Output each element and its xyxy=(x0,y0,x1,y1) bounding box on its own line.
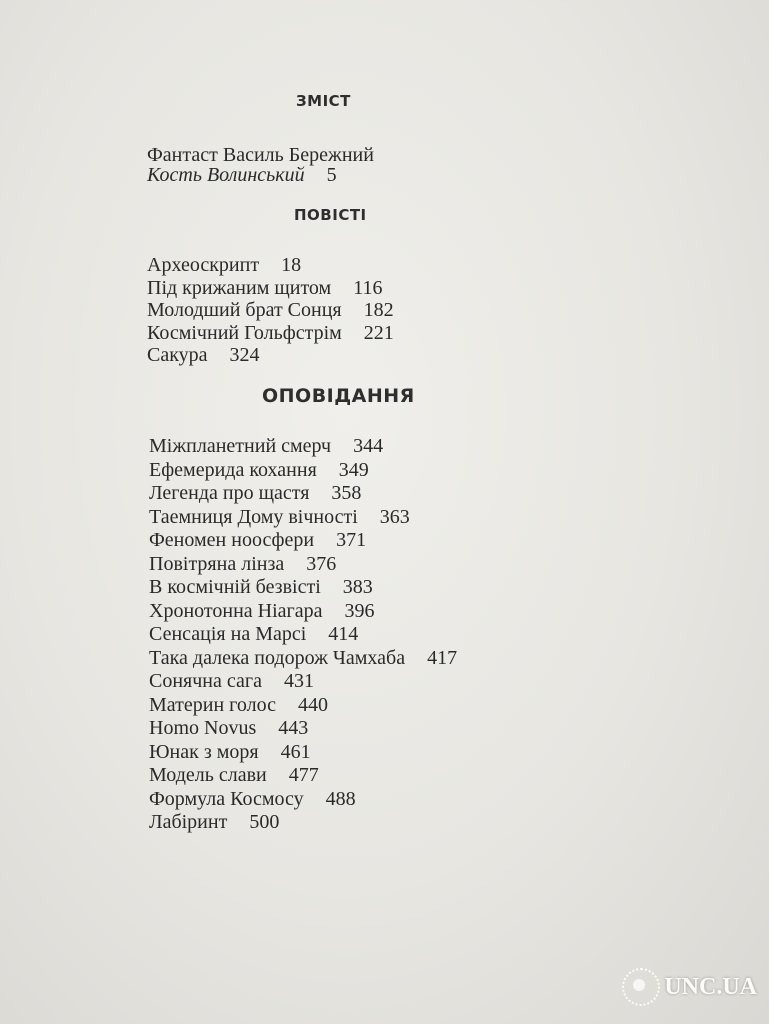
toc-entry xyxy=(149,694,457,718)
entry-title: Хронотонна Ніагара xyxy=(149,599,323,622)
contents-heading: ЗМІСТ xyxy=(296,92,351,110)
entry-title: Таемниця Дому вічності xyxy=(149,505,358,528)
toc-entry xyxy=(149,529,457,553)
toc-entry xyxy=(149,435,457,459)
entry-page: 500 xyxy=(249,811,280,833)
entry-page: 376 xyxy=(306,552,337,575)
entry-title: В космічній безвісті xyxy=(149,576,321,598)
entry-page: 371 xyxy=(336,529,367,551)
entry-page: 477 xyxy=(288,764,319,786)
toc-entry xyxy=(149,623,457,647)
toc-entry xyxy=(147,254,394,277)
entry-page: 396 xyxy=(344,599,375,622)
entry-page: 363 xyxy=(379,505,410,528)
entry-page: 344 xyxy=(353,435,384,457)
toc-entry xyxy=(149,482,457,506)
entry-page: 349 xyxy=(338,458,369,481)
stories-heading: ОПОВІДАННЯ xyxy=(262,385,415,407)
entry-title: Феномен ноосфери xyxy=(149,529,315,551)
novellas-list xyxy=(147,254,394,367)
toc-entry xyxy=(149,741,457,765)
entry-page: 443 xyxy=(278,717,309,739)
entry-title: Легенда про щастя xyxy=(149,482,310,504)
entry-page: 461 xyxy=(280,740,311,763)
toc-entry xyxy=(147,277,394,300)
entry-title: Молодший брат Сонця xyxy=(147,299,342,321)
toc-entry xyxy=(149,459,457,483)
entry-title: Лабіринт xyxy=(149,811,228,833)
toc-entry xyxy=(149,576,457,600)
entry-page: 324 xyxy=(229,344,260,366)
entry-page: 383 xyxy=(342,576,373,598)
toc-entry xyxy=(149,506,457,530)
entry-title: Космічний Гольфстрім xyxy=(147,321,342,344)
entry-title: Міжпланетний смерч xyxy=(149,435,332,457)
intro-article-author xyxy=(147,164,337,187)
entry-title: Материн голос xyxy=(149,693,276,716)
toc-entry xyxy=(149,670,457,694)
intro-page-number: 5 xyxy=(326,164,337,186)
watermark-text: UNC.UA xyxy=(664,973,757,1000)
entry-page: 182 xyxy=(363,299,394,321)
entry-title: Ефемерида кохання xyxy=(149,458,317,481)
toc-entry xyxy=(149,600,457,624)
watermark xyxy=(622,968,757,1006)
entry-page: 417 xyxy=(427,646,458,669)
entry-title: Сакура xyxy=(147,344,208,366)
entry-title: Юнак з моря xyxy=(149,740,259,763)
entry-title: Під крижаним щитом xyxy=(147,276,332,299)
entry-title: Повітряна лінза xyxy=(149,552,285,575)
entry-title: Формула Космосу xyxy=(149,787,304,810)
entry-page: 440 xyxy=(297,693,328,716)
sunburst-logo-icon xyxy=(622,968,660,1006)
entry-page: 414 xyxy=(328,623,359,645)
intro-author-name: Кость Волинський xyxy=(147,164,305,186)
entry-title: Археоскрипт xyxy=(147,254,260,276)
stories-list xyxy=(149,435,457,835)
entry-title: Така далека подорож Чамхаба xyxy=(149,646,406,669)
toc-entry xyxy=(149,764,457,788)
toc-entry xyxy=(149,788,457,812)
toc-entry xyxy=(149,811,457,835)
entry-title: Модель слави xyxy=(149,764,267,786)
toc-entry xyxy=(149,553,457,577)
toc-entry xyxy=(147,299,394,322)
intro-article-title: Фантаст Василь Бережний xyxy=(147,144,374,166)
toc-entry xyxy=(149,717,457,741)
toc-entry xyxy=(147,322,394,345)
toc-entry xyxy=(149,647,457,671)
entry-page: 358 xyxy=(331,482,362,504)
entry-title: Сонячна сага xyxy=(149,670,262,692)
entry-page: 116 xyxy=(353,276,383,299)
entry-title: Сенсація на Марсі xyxy=(149,623,307,645)
entry-title: Homo Novus xyxy=(149,717,257,739)
entry-page: 488 xyxy=(325,787,356,810)
entry-page: 18 xyxy=(281,254,302,276)
toc-entry xyxy=(147,344,394,367)
entry-page: 431 xyxy=(283,670,314,692)
entry-page: 221 xyxy=(363,321,394,344)
novellas-heading: ПОВІСТІ xyxy=(294,206,367,224)
